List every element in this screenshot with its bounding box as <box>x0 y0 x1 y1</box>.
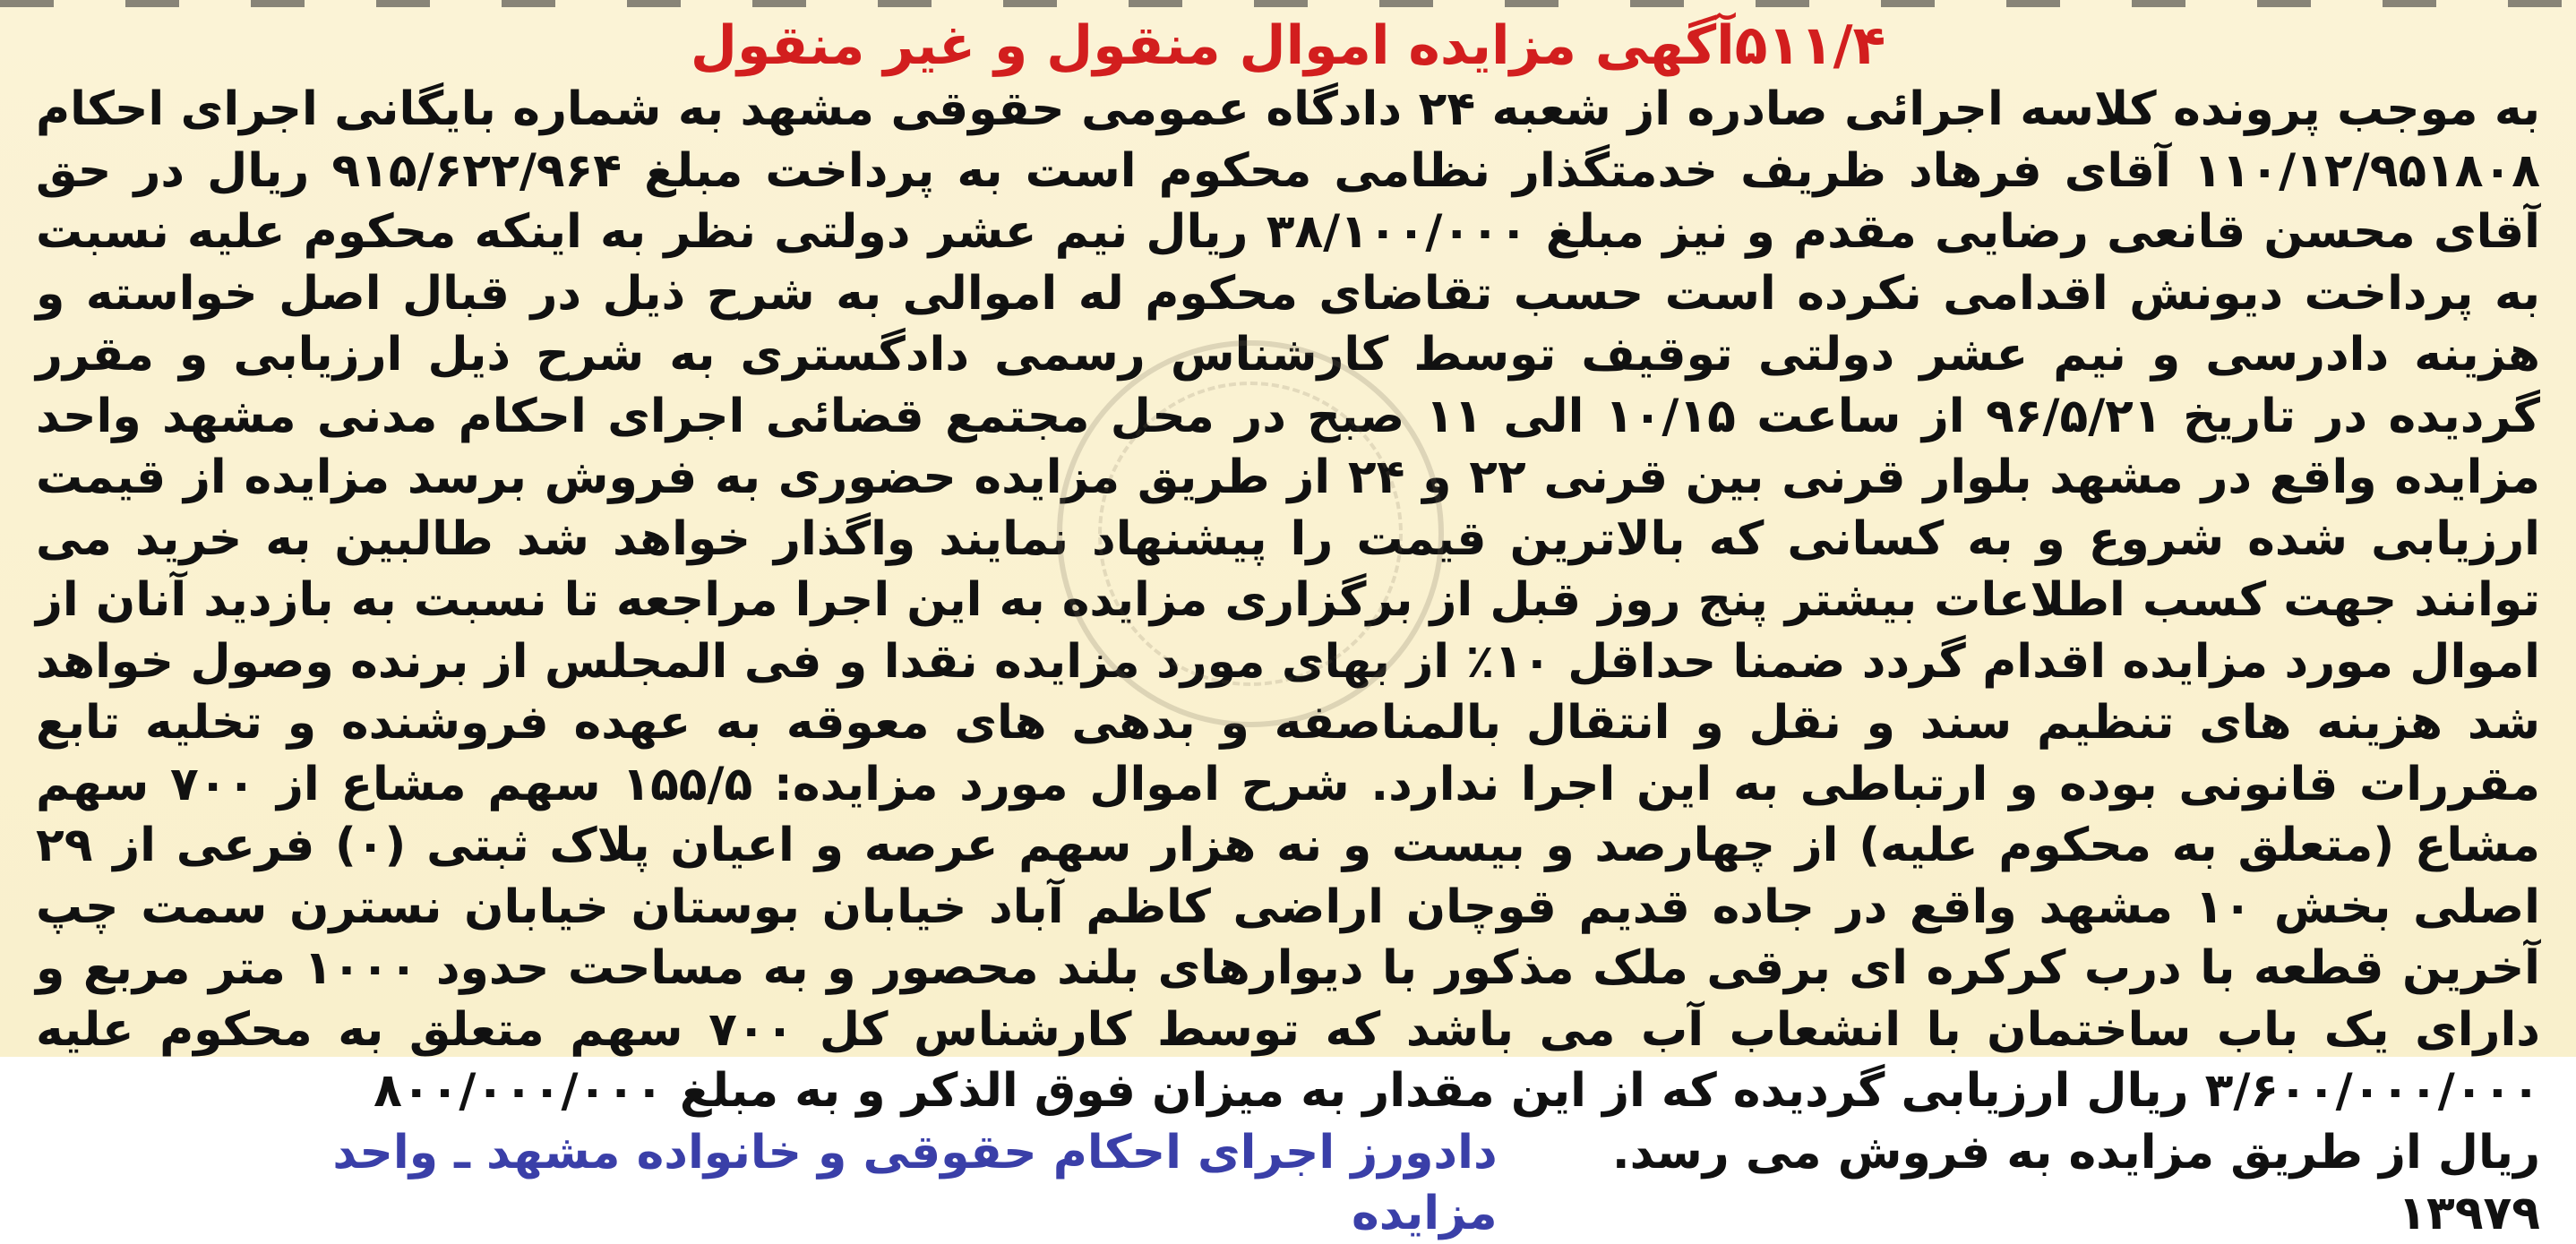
notice-body: به موجب پرونده کلاسه اجرائی صادره از شعبه ۲۴ دادگاه عمومی حقوقی مشهد به شماره بایگانی اجرای احکام ۱۱۰/۱۲/۹۵۱۸۰۸ آقای فرهاد ظریف خدمتگذار نظامی محکوم است به پرداخت مبلغ ۹۱۵/۶۲۲/۹۶۴ ریال در حق آقای محسن قانعی رضایی مقدم و نیز مبلغ ۳۸/۱۰۰/۰۰۰ ریال نیم عشر دولتی نظر به اینکه محکوم علیه نسبت به پرداخت دیونش اقدامی نکرده است حسب تقاضای محکوم له اموالی به شرح ذیل در قبال اصل خواسته و هزینه دادرسی و نیم عشر دولتی توقیف توسط کارشناس رسمی دادگستری به شرح ذیل ارزیابی و مقرر گردیده در تاریخ ۹۶/۵/۲۱ از ساعت ۱۰/۱۵ الی ۱۱ صبح در محل مجتمع قضائی اجرای احکام مدنی مشهد واحد مزایده واقع در مشهد بلوار قرنی بین قرنی ۲۲ و ۲۴ از طریق مزایده حضوری به فروش برسد مزایده از قیمت ارزیابی شده شروع و به کسانی که بالاترین قیمت را پیشنهاد نمایند واگذار خواهد شد طالبین به خرید می توانند جهت کسب اطلاعات بیشتر پنج روز قبل از برگزاری مزایده به این اجرا مراجعه تا نسبت به بازدید آنان از اموال مورد مزایده اقدام گردد ضمنا حداقل ۱۰٪ از بهای مورد مزایده نقدا و فی المجلس از برنده وصول خواهد شد هزینه های تنظیم سند و نقل و انتقال بالمناصفه و بدهی های معوقه به عهده فروشنده و تخلیه تابع مقررات قانونی بوده و ارتباطی به این اجرا ندارد. شرح اموال مورد مزایده: ۱۵۵/۵ سهم مشاع از ۷۰۰ سهم مشاع (متعلق به محکوم علیه) از چهارصد و بیست و نه هزار سهم عرصه و اعیان پلاک ثبتی (۰) فرعی از ۲۹ اصلی بخش ۱۰ مشهد واقع در جاده قدیم قوچان اراضی کاظم آباد خیابان بوستان خیابان نسترن سمت چپ آخرین قطعه با درب کرکره ای برقی ملک مذکور با دیوارهای بلند محصور و به مساحت حدود ۱۰۰۰ متر مربع و دارای یک باب ساختمان با انشعاب آب می باشد که توسط کارشناس کل ۷۰۰ سهم متعلق به محکوم علیه ۳/۶۰۰/۰۰۰/۰۰۰ ریال ارزیابی گردیده که از این مقدار به میزان فوق الذکر و به مبلغ ۸۰۰/۰۰۰/۰۰۰ <box>36 82 2541 1118</box>
notice-signature: دادورز اجرای احکام حقوقی و خانواده مشهد ـ واحد مزایده <box>332 1125 1498 1240</box>
notice-last-line: ریال از طریق مزایده به فروش می رسد. ۱۳۹۷۹ <box>1611 1125 2540 1240</box>
notice-footer <box>36 1122 2540 1244</box>
top-border-strip <box>0 0 2576 7</box>
notice-title: ۵۱۱/۴آگهی مزایده اموال منقول و غیر منقول <box>690 14 1886 77</box>
